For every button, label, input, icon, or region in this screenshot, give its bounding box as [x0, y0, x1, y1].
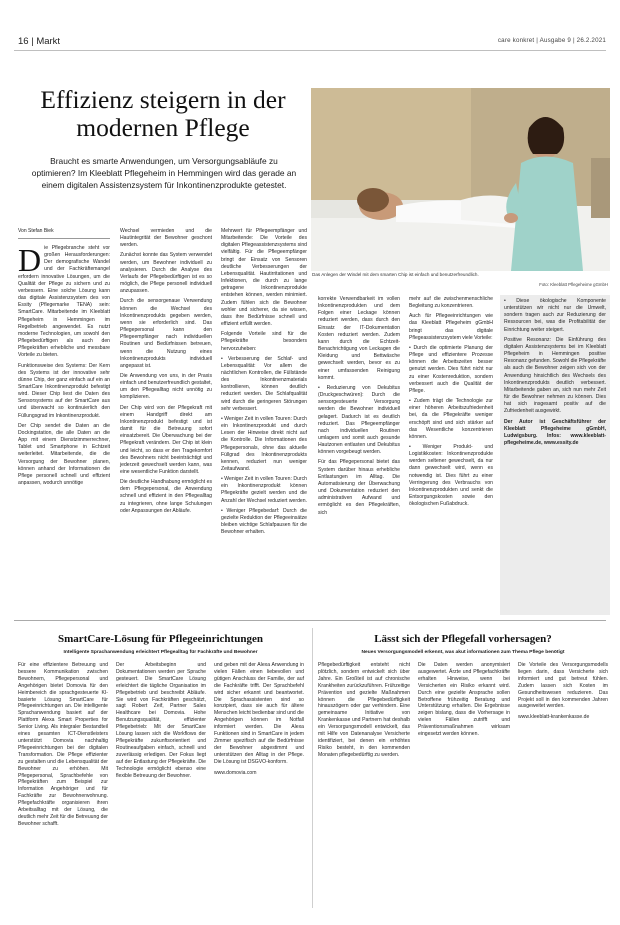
page-section-label: 16 | Markt — [18, 36, 61, 47]
left-story-url[interactable]: www.domovia.com — [214, 769, 257, 776]
header-divider — [14, 50, 606, 51]
nurse-patient-illustration — [311, 88, 610, 271]
article-column-1 — [18, 242, 110, 487]
paragraph: Folgende Vorteile sind für die Pflegekräfte besonders hervorzuheben: — [221, 331, 307, 352]
paragraph: Die Daten werden anonymisiert ausgewertet. Ärzte und Pflegefachkräfte erhalten Hinweise, wenn bei Versicherten ein Risiko erkannt wird. Durch eine gezielte Ansprache sollen Betroffene frühzeitig Beratung und Unterstützung erhalten. Die Ergebnisse zeigen bislang, dass die Vorhersage in vielen Fällen zutrifft und Präventionsmaßnahmen wirksam eingesetzt werden können. — [418, 662, 510, 738]
paragraph: Die Vorteile des Versorgungsmodells liegen darin, dass Versicherte sich informiert und gut betreut fühlen. Zudem lassen sich Kosten im Gesundheitswesen reduzieren. Das Projekt soll in den kommenden Jahren ausgeweitet werden. — [518, 662, 608, 710]
paragraph: Mehrwert für Pflegeempfänger und Mitarbeitende: Die Vorteile des digitalen Pflegeassistenzsystems sind vielfältig. Für die Pflegeempfänger bringt der Einsatz von Sensoren deutliche Verbesserungen der Lebensqualität. Hautirritationen und Infektionen, die durch zu lange getragene Inkontinenzprodukte entstehen können, werden minimiert. Zudem fühlen sich die Bewohner wohler und sicherer, da sie wissen, dass ihre Bedürfnisse schnell und effizient erfüllt werden. — [221, 228, 307, 328]
issue-info: care konkret | Ausgabe 9 | 26.2.2021 — [497, 37, 606, 44]
headline-line-1: Effizienz steigern in der — [40, 85, 286, 114]
left-story-column-3 — [214, 662, 304, 777]
paragraph: Der Arbeitsbeginn und Dokumentationen werden per Sprache gesteuert. Die SmartCare Lösung erleichtert die tägliche Organisation im Pflegebetrieb und beschreibt Abläufe. Sie wird von Fachkräften geschätzt, sagt Robert Zeif, Partner Sales Healthcare bei Domovia. Hohe Benutzungsqualität, effizienter Pflegebetrieb: Mit der SmartCare Lösung lassen sich die Workflows der Pflegekräfte zukunftsorientiert und Routineaufgaben einfach, schnell und zuverlässig erledigen. Der Fokus liegt auf der Entlastung der Pflegekräfte. Die Technologie ermöglicht ebenso eine flexible Betreuung der Bewohner. — [116, 662, 206, 779]
paragraph: • Verbesserung der Schlaf- und Lebensqualität: Vor allem die nächtlichen Kontrollen, die Füllstände des Inkontinenzmaterials kontrollieren, können deutlich reduziert werden. Die Schlafqualität wird durch die geringeren Störungen sehr verbessert. — [221, 355, 307, 412]
paragraph: • Weniger Zeit in vollen Touren: Durch ein Inkontinenzprodukt und durch Lesen der Hinweise direkt nicht auf die Kontrolle. Die Informationen des Pflegepersonals, ohne das aktuelle Füllgrad des Inkontinenzprodukts kennen, reduziert nun weniger Zeitaufwand. — [221, 415, 307, 472]
paragraph: • Zudem trägt die Technologie zur einer höheren Arbeitszufriedenheit bei, da die Pflegekräfte weniger erschöpft sind und sich stärker auf das Wesentliche konzentrieren können. — [409, 398, 493, 440]
paragraph: • Diese ökologische Komponente unterstützen wir nicht nur die Umwelt, sondern tragen auch zur Reduzierung der Ressourcen bei, was die Profitabilität der Einrichtung weiter steigert. — [504, 298, 606, 333]
paragraph: • Weniger Zeit in vollen Touren: Durch ein Inkontinenzprodukt können Pflegekräfte gezielt werden und die Anzahl der Wechsel reduziert werden. — [221, 476, 307, 504]
article-column-3 — [221, 228, 307, 536]
paragraph: Der Chip wird von der Pflegekraft mit einem Handgriff direkt am Inkontinenzprodukt befestigt und ist damit für die Betreuung sofort einsatzbereit. Die Überwachung bei der Pflegekraft verändern. Der Chip ist klein und leicht, so dass er den Tragekomfort des Bewohners nicht beeinträchtigt und jederzeit gewechselt werden kann, was eine wesentliche Funktion darstellt. — [120, 404, 212, 475]
headline-line-2: modernen Pflege — [76, 113, 250, 142]
section-divider — [14, 620, 606, 621]
left-story-column-1 — [18, 662, 108, 828]
article-photo — [311, 88, 610, 271]
paragraph: Funktionsweise des Systems: Der Kern des Systems ist der innovative sehr dünne Chip, der ganz einfach auf ein an SmartCare Inkontinenzprodukt befestigt wird. Dieser Chip liest die Daten des Sensorsystems auf der SmartCare aus und überwacht so kontinuierlich den Füllungsgrad im Inkontinenzprodukt. — [18, 362, 110, 419]
right-story-lead: Neues Versorgungsmodell erkennt, was akut informationen zum Thema Pflege benötigt — [361, 650, 565, 655]
article-lead: Braucht es smarte Anwendungen, um Versorgungsabläufe zu optimieren? Im Kleeblatt Pflegeheim in Hemmingen wird das gerade an einem digitalen Assistenzsystem für Inkontinenzprodukte getestet. — [31, 156, 297, 190]
main-headline — [22, 86, 304, 142]
paragraph: Für das Pflegepersonal bietet das System darüber hinaus erhebliche Entlastungen im Alltag. Die Automatisierung der Überwachung und Dokumentation reduziert den administrativen Aufwand und ermöglicht es den Pflegekräften, sich — [318, 459, 400, 516]
right-story-url[interactable]: www.kleeblatt-krankenkasse.de — [518, 714, 590, 721]
photo-caption: Das Anlegen der Windel mit dem smarten Chip ist einfach und benutzerfreundlich. — [312, 272, 479, 277]
right-story-column-3 — [518, 662, 608, 721]
paragraph: Auch für Pflegeeinrichtungen wie das Kleeblatt Pflegeheim gGmbH bringt das digitale Pflegeassistenzsystem viele Vorteile: — [409, 313, 493, 341]
story-column-divider — [312, 628, 313, 908]
author-info: Der Autor ist Geschäftsführer der Kleeblatt Pflegeheime gGmbH, Ludwigsburg. Infos: www.kleeblatt-pflegeheime.de, www.essity.de — [504, 418, 606, 446]
paragraph: und geben mit der Alexa Anwendung in vielen Fällen einen liebevollen und gütigen Anschluss der Familie, der auf die Fachkräfte trifft. Der Sprachbefehl wird sicher erkannt und beantwortet. Die Sprachassistenten sind so konzipiert, dass sie auch für ältere Menschen leicht bedienbar sind und die Angehörigen können im Notfall informiert werden. Die Alexa Funktionen sind in SmartCare in jedem Zimmer spezifisch auf die Bedürfnisse der Bewohner abgestimmt und unterstützen den Alltag in der Pflege. Die Lösung ist DSGVO-konform. — [214, 662, 304, 765]
paragraph: Für eine effizientere Betreuung und bessere Kommunikation zwischen Bewohnern, Pflegepersonal und Angehörigen bietet Domovia für den Heimbereich die sprachgesteuerte KI-basierte Lösung SmartCare für Pflegeeinrichtungen an. Die intelligente Sprachanwendung basiert auf der Plattform Alexa Smart Properties for Senior Living. Als integraler Bestandteil eines gesamten ICT-Dienstleisters unterstützt Domovia nachhaltig Pflegeeinrichtungen bei der digitalen Transformation. Die Pflege effizienter zu gestalten und die Lebensqualität der Bewohner zu erhöhen. Mit Pflegepersonal, Sprachbefehle von Pflegekräften zum Beispiel zur Information Angehöriger und für Fachkräfte zur Bewohnerwohnung. Pflegefachkräfte organisieren ihren Arbeitsalltag mit der Lösung, die deutlich mehr Zeit für die Betreuung der Bewohner schafft. — [18, 662, 108, 827]
paragraph: Der Chip sendet die Daten an die Dockingstation, die alle Daten an die App mit einem Dienstzimmerrechner, Tablet und Smartphone in Echtzeit weiterleitet. Mitarbeitende, die die Versorgung der Bewohner planen, können anhand der Informationen die Pflege personell schnell und effizient anpassen, wodurch unnötige — [18, 422, 110, 486]
article-column-4 — [318, 296, 400, 517]
left-story-lead: Intelligente Sprachanwendung erleichtert Pflegealltag für Fachkräfte und Bewohner — [63, 650, 258, 655]
paragraph: mehr auf die zwischenmenschliche Begleitung zu konzentrieren. — [409, 296, 493, 310]
paragraph: • Reduzierung von Dekubitus (Druckgeschwüren): Durch die sensorgesteuerte Versorgung werden die Bewohner individuell gelagert. Dadurch ist es deutlich reduziert. Das Pflegeempfänger nach individuellen Routinen umlagern und somit auch gesunde Hautzonen entlasten und Dekubitus können vorgebeugt werden. — [318, 384, 400, 456]
paragraph: Die Pflegebranche steht vor großen Herausforderungen: Der demografische Wandel und der Fachkräftemangel erfordern innovative Lösungen, um die Qualität der Pflege zu sichern und zu verbessern. Eine solche Lösung kann das digitale Assistenzsystem des von Essity (Pflegemarke TENA) sein: SmartCare. Mitarbeitende im Kleeblatt Pflegeheim in Hemmingen im Regelbetrieb angewendet. Es nutzt moderne Technologien, um sowohl den Pflegebedürftigen als auch den Pflegekräften erhebliche und messbare Vorteile zu bieten. — [18, 242, 110, 359]
right-story-column-2 — [418, 662, 510, 738]
paragraph: Positive Resonanz: Die Einführung des digitalen Assistenzsystems bei im Kleeblatt Pflegeheim in Hemmingen positive Resonanz gefunden. Sowohl die Pflegekräfte als auch die Bewohner zeigen sich von der Anwendung hinsichtlich des Wechsels des Inkontinenzprodukts deutlich verbessert. Mitarbeitende gaben an, sich nun mehr Zeit für die Bewohner nehmen zu können. Dies hat sich insgesamt positiv auf die Zufriedenheit ausgewirkt. — [504, 336, 606, 415]
byline: Von Stefan Biek — [18, 228, 54, 234]
article-column-6 — [504, 298, 606, 447]
paragraph: Pflegebedürftigkeit entsteht nicht plötzlich, sondern entwickelt sich über Jahre. Ein Großteil ist auf chronische Krankheiten zurückzuführen. Frühzeitige Prävention und gezielte Maßnahmen können die Pflegebedürftigkeit hinauszögern oder gar verhindern. Eine gemeinsame Initiative von Krankenkasse und Partnern hat deshalb ein Versorgungsmodell entwickelt, das mit Hilfe von Datenanalyse Versicherte identifiziert, bei denen ein erhöhtes Risiko besteht, in den kommenden Monaten pflegebedürftig zu werden. — [318, 662, 410, 758]
paragraph: Durch die sensorgenaue Verwendung können die Wechsel des Inkontinenzprodukts gegeben werden, wenn sie erforderlich sind. Das Pflegepersonal kann den Pflegeempfänger nach individuellen Routinen und Bedürfnissen betreuen, wenn die Nutzung eines Inkontinenzprodukts individuell angepasst ist. — [120, 298, 212, 369]
paragraph: Die deutliche Handhabung ermöglicht es dem Pflegepersonal, die Anwendung schnell und effizient in den Pflegealltag zu integrieren, ohne lange Schulungen oder Anpassungen der Abläufe. — [120, 479, 212, 514]
paragraph: • Weniger Pflegebedarf: Durch die gezielte Reduktion der Pflegeeinsätze bleiben wichtige Schlafpausen für die Bewohner erhalten. — [221, 507, 307, 536]
paragraph: Wechsel vermieden und die Hautintegrität der Bewohner geschont werden. — [120, 228, 212, 249]
paragraph: korrekte Verwendbarkeit im vollen Inkontinenzprodukten und dem Folgen einer Leckage können reduziert werden, dass durch den Einsatz der IT-Dokumentation Kosten reduziert werden. Zudem kann durch die Echtzeit-Benachrichtigung von Leckagen die Kleidung und Bettwäsche gewechselt werden, bevor es zu einer umfassenden Reinigung kommt. — [318, 296, 400, 381]
paragraph: • Weniger Produkt- und Logistikkosten: Inkontinenzprodukte werden seltener gewechselt, da nur dann gewechselt wird, wenn es notwendig ist. Dies führt zu einer Verringerung des Verbrauchs von Inkontinenzprodukten und senkt die Entsorgungskosten sowie den ökologischen Fußabdruck. — [409, 443, 493, 508]
right-story-column-1 — [318, 662, 410, 759]
article-column-5 — [409, 296, 493, 508]
right-story-headline: Lässt sich der Pflegefall vorhersagen? — [374, 633, 552, 645]
paragraph: Zunächst konnte das System verwendet werden, um Bewohner individuell zu analysieren. Durch die Analyse des Verlaufs der Pflegebedürftigen ist es so möglich, die Pflege personell individuell anzupassen. — [120, 252, 212, 295]
paragraph: Die Anwendung von uns, in der Praxis einfach und benutzerfreundlich gestaltet, um den Pflegealltag nicht unnötig zu komplizieren. — [120, 372, 212, 401]
left-story-column-2 — [116, 662, 206, 779]
left-story-headline: SmartCare-Lösung für Pflegeeinrichtungen — [58, 633, 263, 645]
article-column-2 — [120, 228, 212, 515]
drop-cap: D — [18, 242, 42, 278]
paragraph: • Durch die optimierte Planung der Pflege und effizientere Prozesse können die Arbeitszeiten besser genutzt werden. Dies führt nicht nur zu einer Kostenreduktion, sondern verbessert auch die Qualität der Pflege. — [409, 344, 493, 394]
byline-divider — [18, 238, 110, 239]
photo-credit: Foto: Kleeblatt Pflegeheime gGmbH — [539, 282, 608, 287]
